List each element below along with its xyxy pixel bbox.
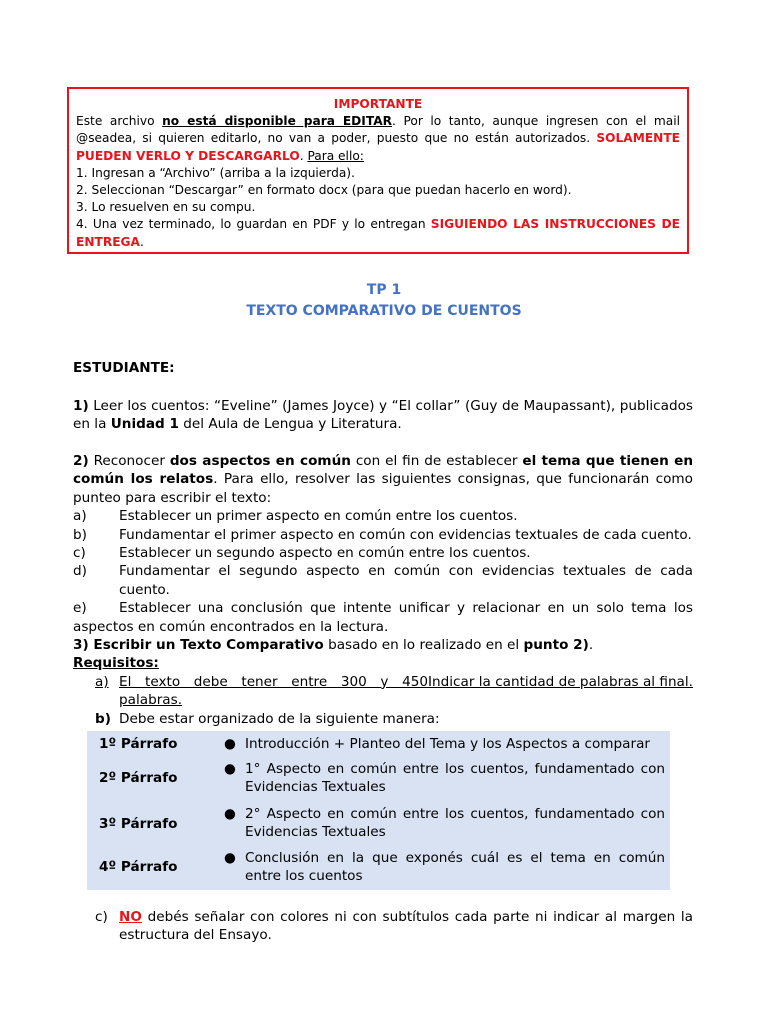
requirement-c-text: [119, 908, 693, 945]
list-item: [73, 544, 693, 562]
instruction-text: . Para ello, resolver las siguientes consignas, que funcionarán como punteo para escribir el texto:: [73, 471, 693, 506]
instruction-bold: dos aspectos en común: [169, 453, 351, 469]
notice-text: 4. Una vez terminado, lo guardan en PDF y lo entregan: [76, 217, 431, 232]
requirements-label: Requisitos:: [73, 655, 159, 672]
notice-title: IMPORTANTE: [333, 97, 423, 111]
requirement-a: [73, 673, 693, 710]
paragraph-structure-table: [87, 731, 670, 890]
instruction-text: con el fin de establecer: [350, 453, 523, 469]
table-row: [87, 757, 670, 801]
list-item-text: Establecer un primer aspecto en común entre los cuentos.: [119, 508, 518, 525]
requirement-text: Debe estar organizado de la siguiente manera:: [119, 710, 440, 727]
notice-body: [76, 113, 680, 165]
instruction-3: [73, 636, 693, 728]
tp-number: TP 1: [366, 282, 402, 298]
notice-text: .: [299, 148, 308, 163]
paragraph-name: 3º Párrafo: [99, 816, 178, 832]
requirement-label: a): [95, 673, 109, 690]
requirement-underlined: Indicar la cantidad de palabras al final.: [428, 673, 693, 690]
table-row: [87, 801, 670, 845]
notice-step-3: 3. Lo resuelven en su compu.: [76, 200, 256, 215]
instruction-text: Leer los cuentos: “Eveline” (James Joyce) y “El collar” (Guy de Maupassant), publicados en la: [73, 398, 693, 433]
bullet-icon: ●: [224, 736, 236, 752]
requirement-b: [73, 710, 693, 728]
instruction-bold: Unidad 1: [110, 416, 179, 433]
requirement-label: c): [95, 909, 108, 925]
instruction-number: 1): [73, 398, 89, 414]
requirement-text: debés señalar con colores ni con subtítulos cada parte ni indicar al margen la estructura del Ensayo.: [119, 909, 693, 944]
bullet-icon: ●: [224, 761, 236, 777]
list-item-label: a): [73, 508, 87, 525]
instruction-bold: 3) Escribir un Texto Comparativo: [73, 637, 324, 653]
notice-text: .: [139, 234, 144, 249]
instruction-1: [73, 397, 693, 434]
notice-step-2: 2. Seleccionan “Descargar” en formato docx (para que puedan hacerlo en word).: [76, 183, 572, 198]
tp-title: TEXTO COMPARATIVO DE CUENTOS: [246, 303, 522, 319]
paragraph-description: 1° Aspecto en común entre los cuentos, fundamentado con Evidencias Textuales: [245, 761, 665, 796]
notice-download-only: SOLAMENTE PUEDEN VERLO Y DESCARGARLO: [76, 131, 680, 163]
table-row: [87, 845, 670, 890]
instruction-text: basado en lo realizado en el: [323, 637, 524, 653]
list-item-label: d): [73, 563, 87, 580]
notice-delivery-instructions: SIGUIENDO LAS INSTRUCCIONES DE ENTREGA: [76, 217, 680, 249]
requirement-text: El texto debe tener entre 300 y 450 palabras.: [119, 673, 429, 709]
instruction-2-list: [73, 507, 693, 636]
notice-step-4: [76, 216, 680, 250]
list-item-text: Fundamentar el segundo aspecto en común con evidencias textuales de cada cuento.: [119, 563, 693, 598]
list-item: [73, 507, 693, 525]
instruction-3-intro: [73, 636, 693, 654]
instruction-2-intro: [73, 452, 693, 507]
paragraph-name: 1º Párrafo: [99, 736, 178, 752]
paragraph-description: Introducción + Planteo del Tema y los Aspectos a comparar: [245, 736, 650, 752]
list-item-label: b): [73, 526, 87, 543]
instruction-text: Reconocer: [88, 453, 170, 469]
paragraph-name: 2º Párrafo: [99, 770, 178, 786]
notice-not-editable: no está disponible para EDITAR: [162, 114, 393, 129]
list-item: [73, 599, 693, 636]
instruction-bold: el tema que tienen en común los relatos: [73, 453, 694, 488]
student-label: ESTUDIANTE:: [73, 360, 175, 376]
list-item-text: Fundamentar el primer aspecto en común con evidencias textuales de cada cuento.: [119, 526, 692, 543]
list-item-text: Establecer un segundo aspecto en común entre los cuentos.: [119, 545, 531, 562]
notice-text: Este archivo: [76, 114, 163, 129]
instruction-2: [73, 452, 693, 636]
instruction-number: 2): [73, 453, 89, 469]
notice-step-1: 1. Ingresan a “Archivo” (arriba a la izquierda).: [76, 165, 355, 180]
notice-para-ello: Para ello:: [307, 148, 364, 163]
list-item-label: c): [73, 545, 86, 562]
list-item-label: e): [73, 600, 87, 617]
instruction-text: del Aula de Lengua y Literatura.: [178, 416, 402, 433]
paragraph-description: 2° Aspecto en común entre los cuentos, fundamentado con Evidencias Textuales: [245, 806, 665, 841]
instruction-bold: punto 2): [523, 637, 589, 653]
list-item-text: Establecer una conclusión que intente unificar y relacionar en un solo tema los aspectos en común encontrados en la lectura.: [73, 600, 693, 635]
bullet-icon: ●: [224, 850, 236, 866]
table-row: [87, 731, 670, 757]
paragraph-description: Conclusión en la que exponés cuál es el tema en común entre los cuentos: [245, 850, 665, 885]
notice-text: . Por lo tanto, aunque ingresen con el mail @seadea, si quieren editarlo, no van a poder, puesto que no están autorizados.: [76, 114, 680, 146]
list-item: [73, 526, 693, 544]
requirement-label: b): [95, 710, 111, 727]
requirement-c: [95, 908, 693, 945]
important-notice-box: [67, 87, 689, 254]
paragraph-name: 4º Párrafo: [99, 859, 178, 875]
no-emphasis: NO: [119, 909, 142, 925]
bullet-icon: ●: [224, 806, 236, 822]
list-item: [73, 562, 693, 599]
instruction-text: .: [588, 637, 594, 653]
